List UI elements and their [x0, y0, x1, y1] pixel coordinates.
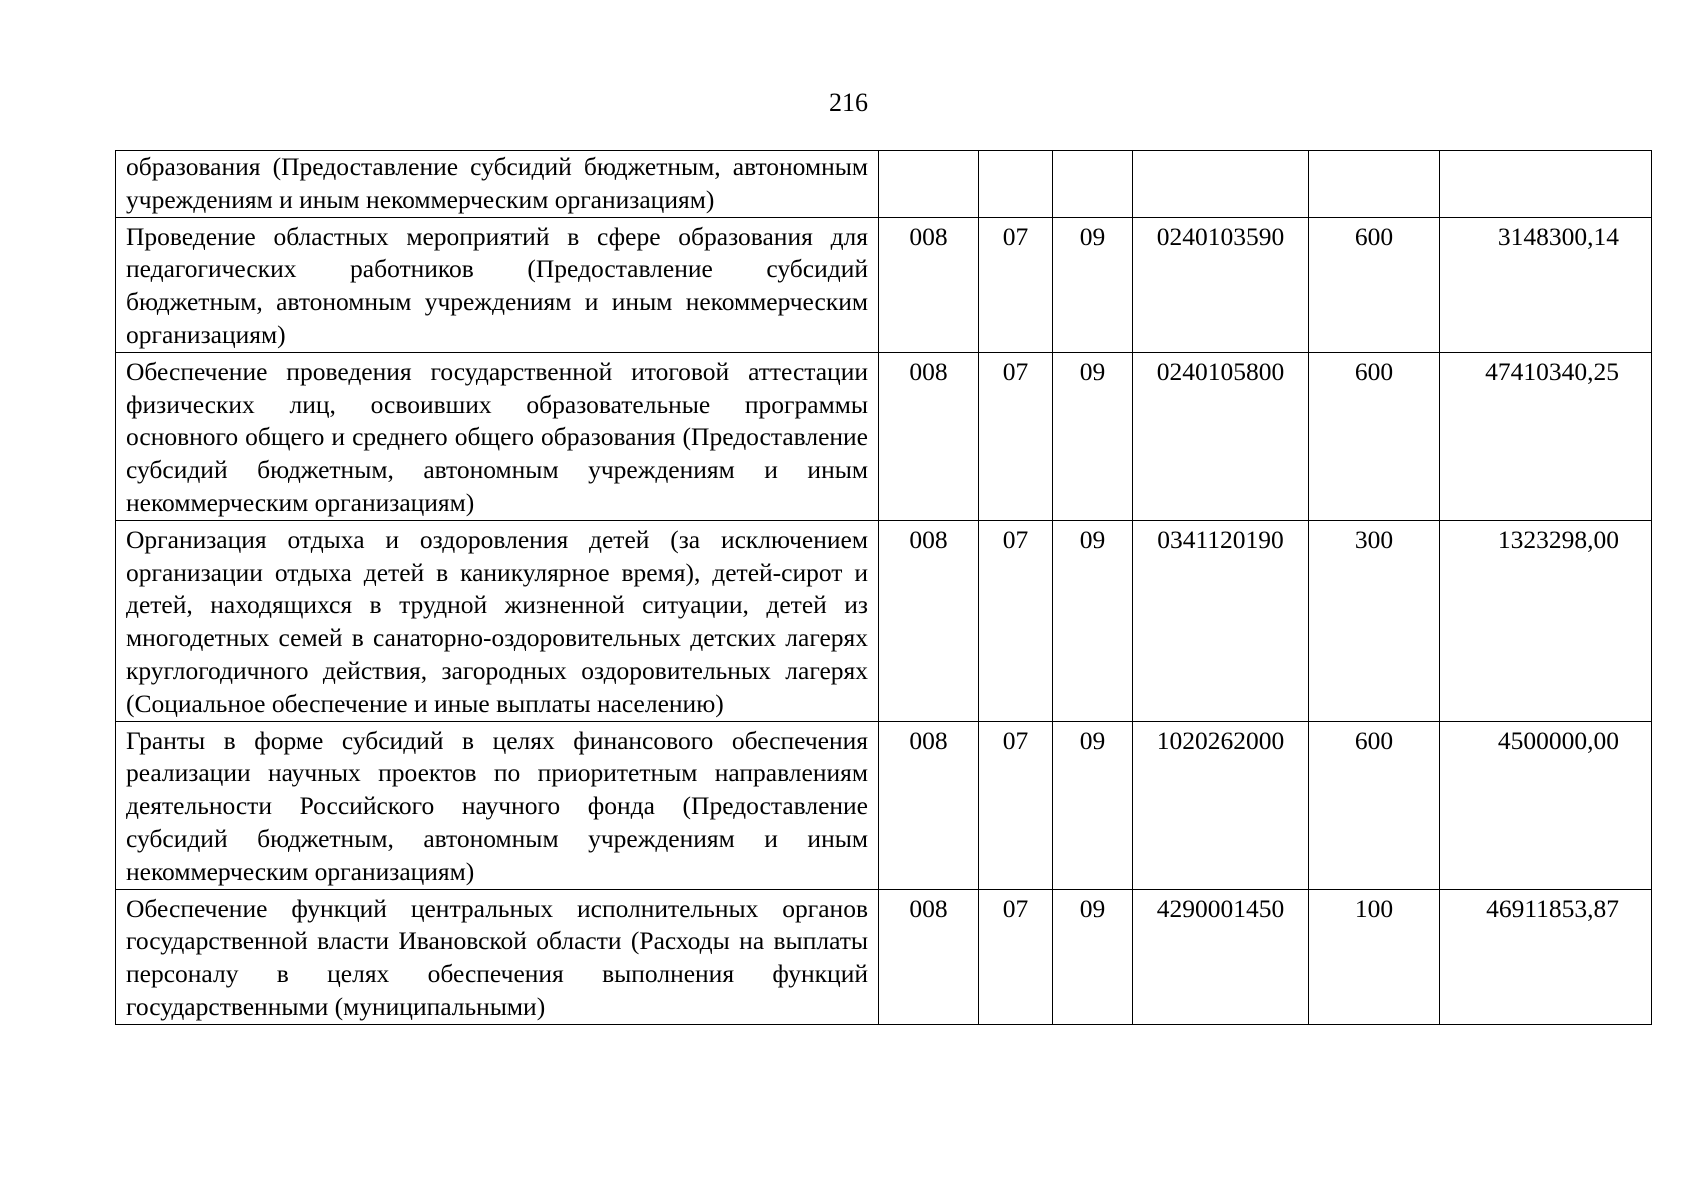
row-ved: 008	[879, 721, 979, 889]
row-vr: 100	[1309, 889, 1440, 1024]
row-description: Обеспечение проведения государственной итоговой аттестации физических лиц, освоивших образовательные программы основного общего и среднего общего образования (Предоставление субсидий бюджетным, автономным учреждениям и иным некоммерческим организациям)	[116, 352, 879, 520]
row-ved: 008	[879, 889, 979, 1024]
row-ved: 008	[879, 217, 979, 352]
row-description: Гранты в форме субсидий в целях финансового обеспечения реализации научных проектов по приоритетным направлениям деятельности Российского научного фонда (Предоставление субсидий бюджетным, автономным учреждениям и иным некоммерческим организациям)	[116, 721, 879, 889]
row-amount: 46911853,87	[1440, 889, 1652, 1024]
row-ved: 008	[879, 520, 979, 721]
row-rz: 07	[979, 217, 1053, 352]
table-row	[116, 889, 1652, 1024]
row-csr: 1020262000	[1133, 721, 1309, 889]
row-description: Обеспечение функций центральных исполнительных органов государственной власти Ивановской области (Расходы на выплаты персоналу в целях обеспечения выполнения функций государственными (муниципальными)	[116, 889, 879, 1024]
row-rz	[979, 151, 1053, 218]
row-rz: 07	[979, 352, 1053, 520]
row-rz: 07	[979, 520, 1053, 721]
row-ved	[879, 151, 979, 218]
row-amount: 47410340,25	[1440, 352, 1652, 520]
row-vr: 600	[1309, 217, 1440, 352]
table-row	[116, 352, 1652, 520]
row-amount: 1323298,00	[1440, 520, 1652, 721]
table-row	[116, 721, 1652, 889]
row-vr: 600	[1309, 352, 1440, 520]
row-pr: 09	[1053, 889, 1133, 1024]
row-amount: 4500000,00	[1440, 721, 1652, 889]
table-row	[116, 520, 1652, 721]
row-amount	[1440, 151, 1652, 218]
row-ved: 008	[879, 352, 979, 520]
row-pr: 09	[1053, 520, 1133, 721]
row-amount: 3148300,14	[1440, 217, 1652, 352]
row-pr: 09	[1053, 352, 1133, 520]
row-vr: 600	[1309, 721, 1440, 889]
row-description: образования (Предоставление субсидий бюджетным, автономным учреждениям и иным некоммерческим организациям)	[116, 151, 879, 218]
table-row	[116, 151, 1652, 218]
page-number: 216	[829, 88, 868, 117]
row-pr	[1053, 151, 1133, 218]
row-csr: 0341120190	[1133, 520, 1309, 721]
row-vr: 300	[1309, 520, 1440, 721]
row-vr	[1309, 151, 1440, 218]
row-csr	[1133, 151, 1309, 218]
row-pr: 09	[1053, 217, 1133, 352]
row-description: Организация отдыха и оздоровления детей (за исключением организации отдыха детей в каникулярное время), детей-сирот и детей, находящихся в трудной жизненной ситуации, детей из многодетных семей в санаторно-оздоровительных детских лагерях круглогодичного действия, загородных оздоровительных лагерях (Социальное обеспечение и иные выплаты населению)	[116, 520, 879, 721]
budget-table	[115, 150, 1652, 1025]
row-csr: 4290001450	[1133, 889, 1309, 1024]
table-row	[116, 217, 1652, 352]
row-pr: 09	[1053, 721, 1133, 889]
row-description: Проведение областных мероприятий в сфере образования для педагогических работников (Предоставление субсидий бюджетным, автономным учреждениям и иным некоммерческим организациям)	[116, 217, 879, 352]
row-rz: 07	[979, 721, 1053, 889]
row-csr: 0240105800	[1133, 352, 1309, 520]
row-csr: 0240103590	[1133, 217, 1309, 352]
row-rz: 07	[979, 889, 1053, 1024]
